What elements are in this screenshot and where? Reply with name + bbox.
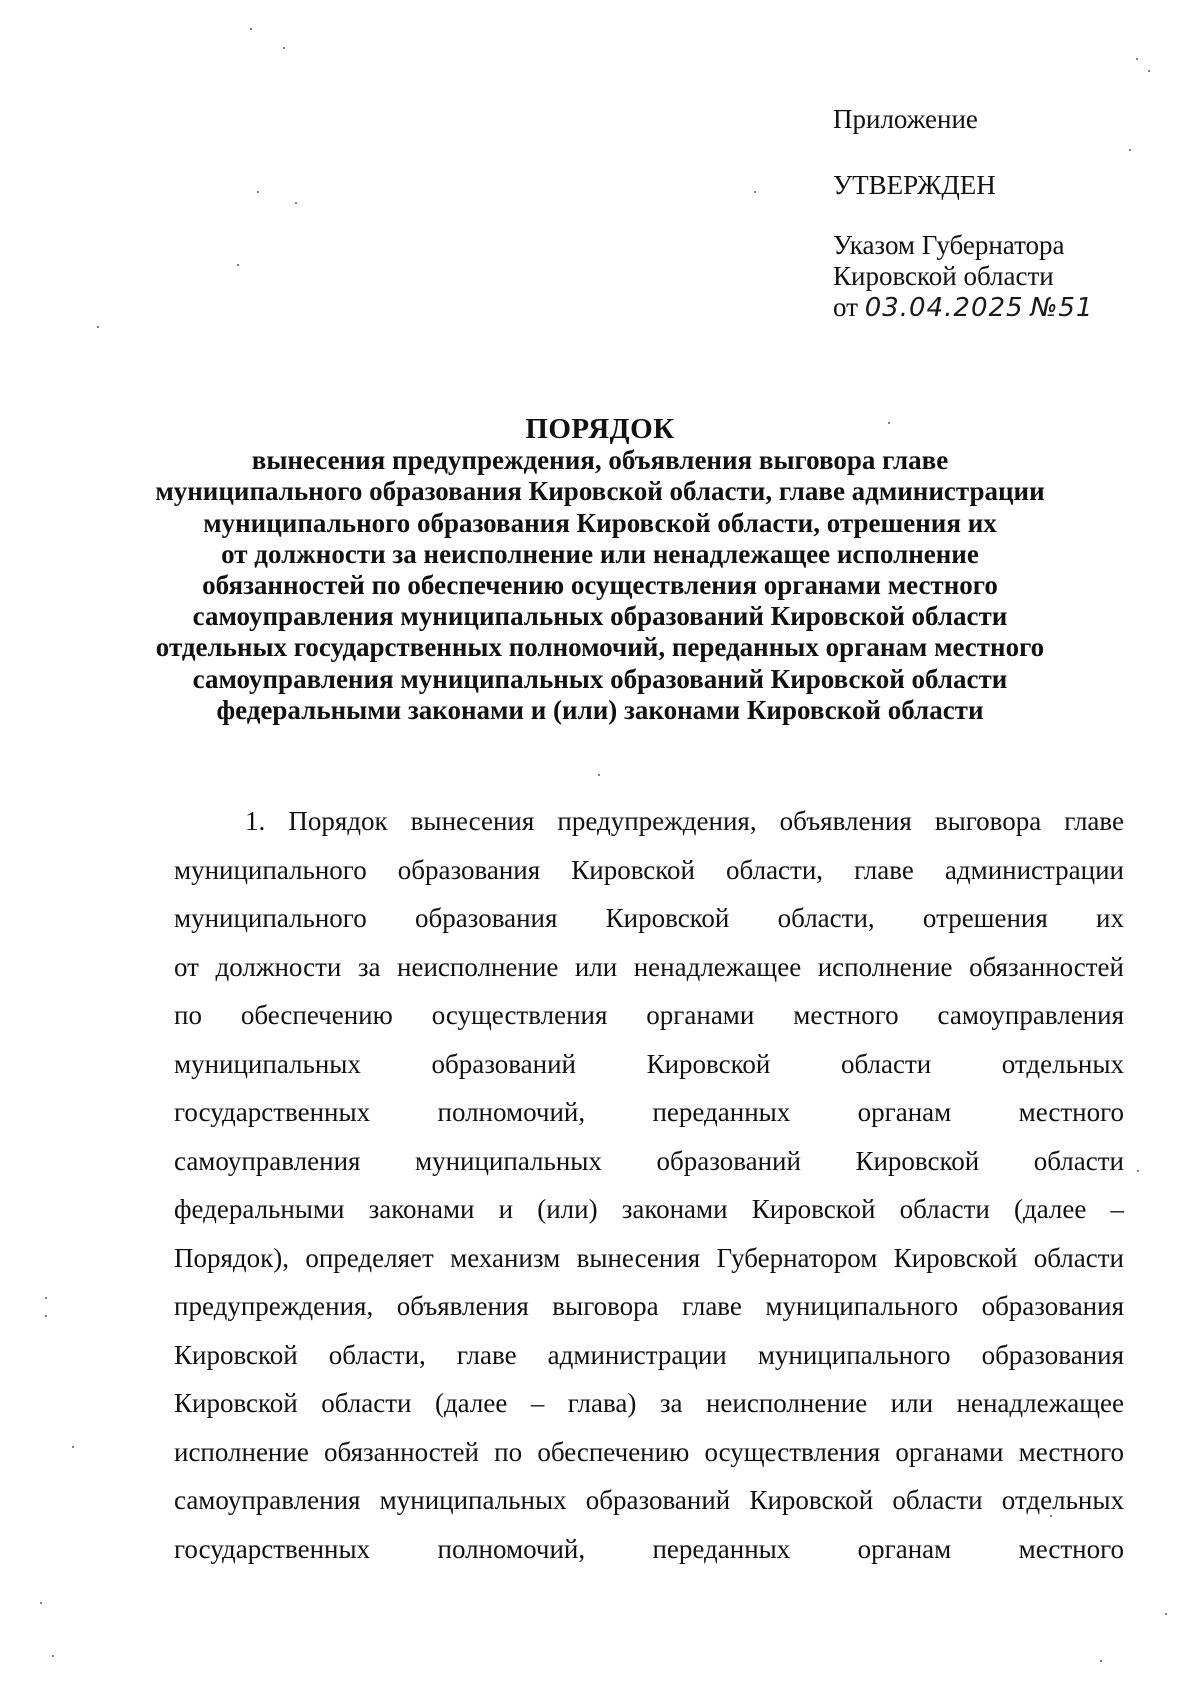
scan-speck xyxy=(1129,149,1131,151)
scan-speck xyxy=(52,1655,54,1657)
approved-label: УТВЕРЖДЕН xyxy=(833,170,996,200)
scan-speck xyxy=(40,1602,42,1604)
title-subtitle-line: вынесения предупреждения, объявления выговора главе xyxy=(251,445,949,476)
scan-speck xyxy=(754,191,756,193)
body-line: Порядок), определяет механизм вынесения Губернатором Кировской области xyxy=(174,1242,1124,1273)
title-subtitle-line: отдельных государственных полномочий, переданных органам местного xyxy=(155,632,1045,663)
title-subtitle-line: самоуправления муниципальных образований Кировской области xyxy=(192,663,1008,694)
body-line: федеральными законами и (или) законами Кировской области (далее – xyxy=(174,1194,1124,1224)
document-title: ПОРЯДОК xyxy=(525,413,675,445)
body-line: государственных полномочий, переданных органам местного xyxy=(174,1533,1124,1564)
body-line: государственных полномочий, переданных органам местного xyxy=(174,1097,1124,1127)
body-line: самоуправления муниципальных образований Кировской области xyxy=(174,1145,1124,1176)
scan-speck xyxy=(888,422,890,424)
scan-speck xyxy=(598,774,600,776)
appendix-label: Приложение xyxy=(833,104,978,134)
scan-speck xyxy=(283,47,285,49)
body-line: от должности за неисполнение или ненадлежащее исполнение обязанностей xyxy=(174,951,1124,982)
scan-speck xyxy=(1136,58,1138,60)
title-subtitle-line: самоуправления муниципальных образований Кировской области xyxy=(192,601,1008,632)
title-subtitle-line: муниципального образования Кировской области, главе администрации xyxy=(155,476,1045,507)
scan-speck xyxy=(237,264,239,266)
title-subtitle-line: муниципального образования Кировской области, отрешения их xyxy=(203,507,997,538)
body-line: по обеспечению осуществления органами местного самоуправления xyxy=(174,1000,1124,1030)
body-line: предупреждения, объявления выговора главе муниципального образования xyxy=(174,1291,1124,1321)
body-line: муниципального образования Кировской области, главе администрации xyxy=(174,854,1124,885)
body-line: Кировской области, главе администрации муниципального образования xyxy=(174,1339,1124,1370)
body-line: исполнение обязанностей по обеспечению осуществления органами местного xyxy=(174,1436,1124,1467)
body-line: муниципальных образований Кировской области отдельных xyxy=(174,1048,1124,1079)
approval-block xyxy=(833,104,1163,324)
scan-speck xyxy=(45,1297,47,1299)
title-subtitle-line: федеральными законами и (или) законами Кировской области xyxy=(216,694,984,725)
scan-speck xyxy=(250,28,252,30)
title-subtitle-line: обязанностей по обеспечению осуществления органами местного xyxy=(202,570,998,601)
date-line xyxy=(833,292,1163,324)
paragraph-1 xyxy=(174,797,1124,1573)
handwritten-number: №51 xyxy=(1030,293,1094,323)
body-line: самоуправления муниципальных образований Кировской области отдельных xyxy=(174,1485,1124,1515)
scan-speck xyxy=(295,202,297,204)
scan-speck xyxy=(1050,1515,1052,1517)
body-line: Кировской области (далее – глава) за неисполнение или ненадлежащее xyxy=(174,1388,1124,1418)
document-title-block xyxy=(150,414,1050,726)
title-subtitle-line: от должности за неисполнение или ненадлежащее исполнение xyxy=(221,538,979,569)
scan-speck xyxy=(1165,1613,1167,1615)
scan-speck xyxy=(257,191,259,193)
body-line: муниципального образования Кировской области, отрешения их xyxy=(174,903,1124,933)
scan-speck xyxy=(1100,1660,1102,1662)
scan-speck xyxy=(1148,70,1150,72)
date-prefix: от xyxy=(833,292,858,322)
decree-line-2: Кировской области xyxy=(833,261,1054,291)
scan-speck xyxy=(1137,1170,1139,1172)
scan-speck xyxy=(97,326,99,328)
handwritten-date: 03.04.2025 xyxy=(864,293,1024,323)
body-line: 1. Порядок вынесения предупреждения, объявления выговора главе xyxy=(245,806,1124,836)
decree-line-1: Указом Губернатора xyxy=(833,230,1065,260)
scan-speck xyxy=(72,1446,74,1448)
scan-speck xyxy=(45,1315,47,1317)
